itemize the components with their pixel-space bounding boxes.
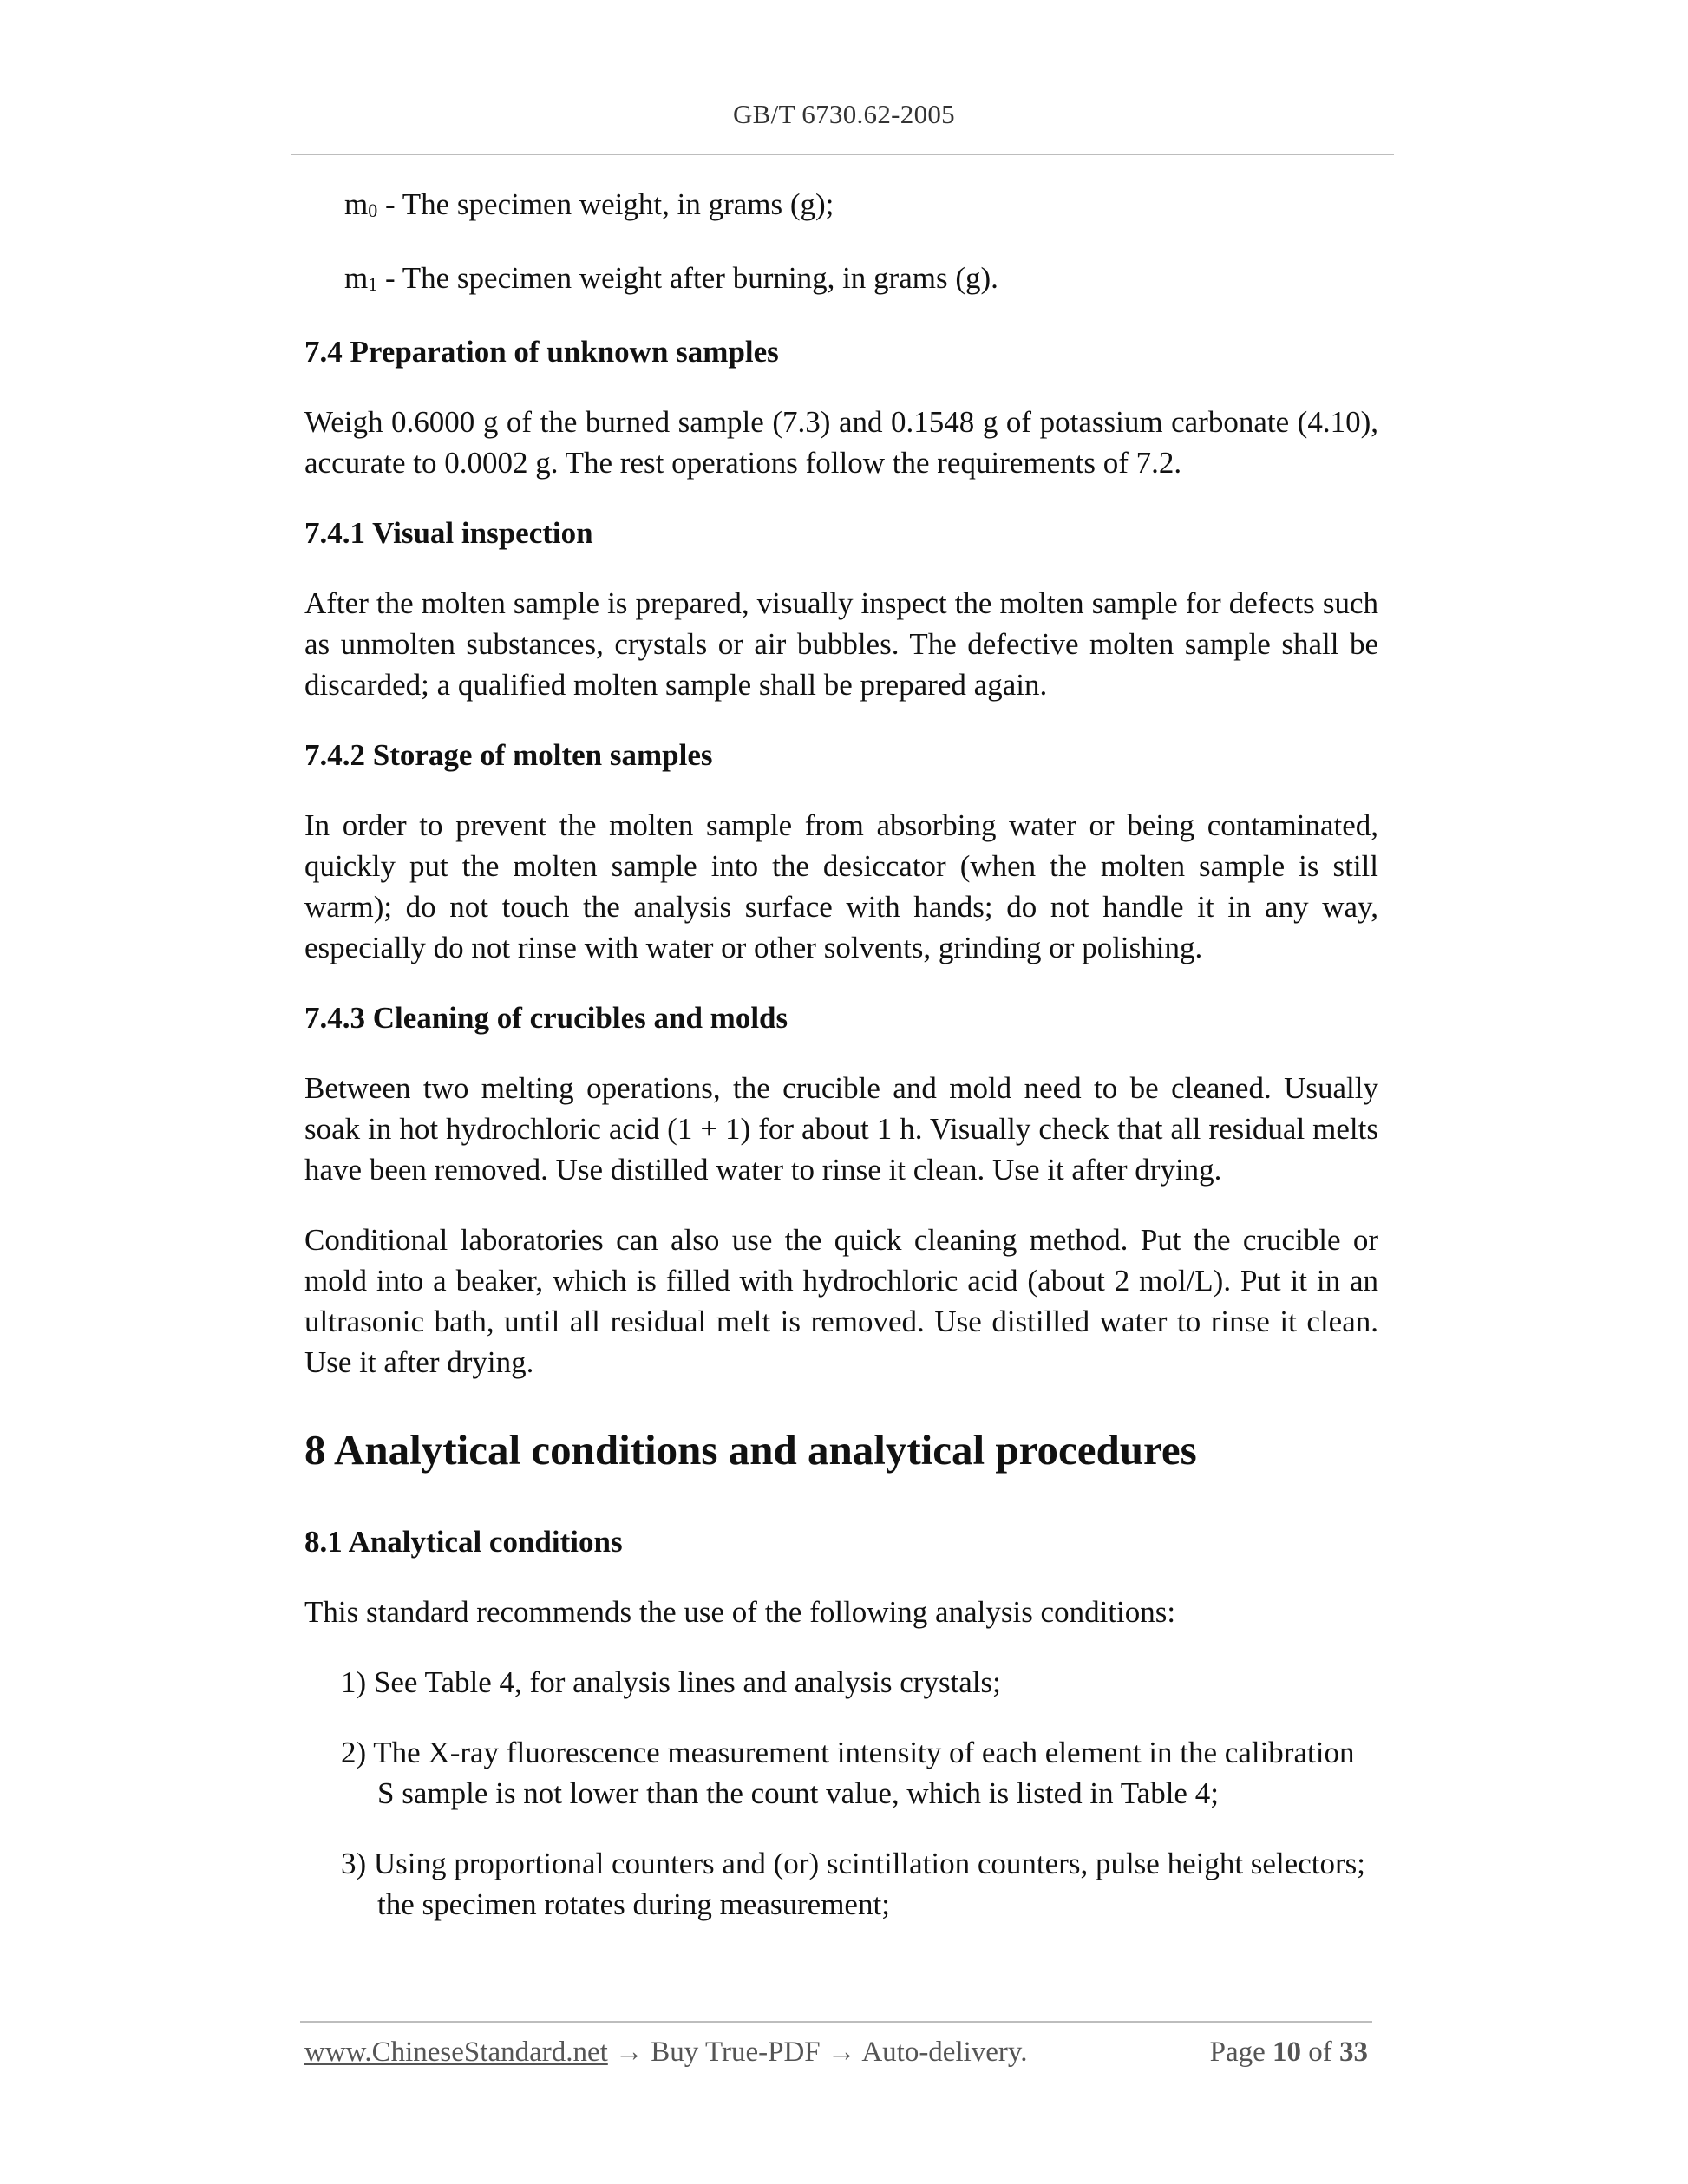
list-item-1 [304,1662,1378,1703]
heading-8: 8 Analytical conditions and analytical procedures [304,1426,1197,1474]
heading-7-4-2: 7.4.2 Storage of molten samples [304,738,713,772]
paragraph-7-4-1: After the molten sample is prepared, visually inspect the molten sample for defects such as unmolten substances, crystals or air bubbles. The defective molten sample shall be discarded; a qualified molten sample shall be prepared again. [304,586,1378,702]
paragraph-7-4-3-b: Conditional laboratories can also use the quick cleaning method. Put the crucible or mold into a beaker, which is filled with hydrochloric acid (about 2 mol/L). Put it in an ultrasonic bath, until all residual melt is removed. Use distilled water to rinse it clean. Use it after drying. [304,1223,1378,1379]
arrow-icon: → [827,2037,856,2068]
footer-promo [304,2037,1028,2069]
page-indicator [1210,2037,1368,2069]
paragraph-7-4-3-a: Between two melting operations, the crucible and mold need to be cleaned. Usually soak in hot hydrochloric acid (1 + 1) for about 1 h. Visually check that all residual melts have been removed. Use distilled water to rinse it clean. Use it after drying. [304,1071,1378,1187]
of-label: of [1308,2037,1332,2068]
definition-text: - The specimen weight, in grams (g); [377,187,834,221]
list-item-text: 3) Using proportional counters and (or) scintillation counters, pulse height selectors; [341,1847,1365,1880]
paragraph-8-1: This standard recommends the use of the following analysis conditions: [304,1595,1176,1629]
heading-7-4-1: 7.4.1 Visual inspection [304,516,593,550]
page-content [304,184,1378,1954]
buy-text: Buy True-PDF [651,2037,821,2068]
paragraph-7-4: Weigh 0.6000 g of the burned sample (7.3) and 0.1548 g of potassium carbonate (4.10), accurate to 0.0002 g. The rest operations follow the requirements of 7.2. [304,405,1378,480]
definition-text: - The specimen weight after burning, in grams (g). [377,261,998,295]
definition-subscript: 0 [368,199,378,221]
page-total: 33 [1339,2037,1368,2068]
definition-symbol: m [344,187,369,221]
list-item-3 [304,1843,1378,1925]
heading-7-4-3: 7.4.3 Cleaning of crucibles and molds [304,1001,788,1035]
definition-symbol: m [344,261,369,295]
heading-8-1: 8.1 Analytical conditions [304,1525,623,1559]
page-number: 10 [1273,2037,1301,2068]
definition-m0 [304,184,1378,228]
definition-subscript: 1 [368,273,378,295]
page-label: Page [1209,2037,1266,2068]
paragraph-7-4-2: In order to prevent the molten sample from absorbing water or being contaminated, quickly put the molten sample into the desiccator (when the molten sample is still warm); do not touch the analysis surface with hands; do not handle it in any way, especially do not rinse with water or other solvents, grinding or polishing. [304,808,1378,964]
header-divider [291,154,1394,155]
website-link[interactable]: www.ChineseStandard.net [304,2037,608,2068]
definition-m1 [304,258,1378,302]
heading-7-4: 7.4 Preparation of unknown samples [304,335,779,369]
list-item-text: 1) See Table 4, for analysis lines and analysis crystals; [341,1665,1001,1699]
footer-divider [300,2021,1372,2023]
page-header: GB/T 6730.62-2005 [733,99,955,129]
page-footer [304,2037,1378,2075]
arrow-icon: → [615,2037,644,2068]
list-item-text: 2) The X-ray fluorescence measurement intensity of each element in the calibration [341,1736,1355,1769]
list-item-continuation: S sample is not lower than the count value, which is listed in Table 4; [377,1776,1219,1810]
delivery-text: Auto-delivery. [861,2037,1028,2068]
list-item-continuation: the specimen rotates during measurement; [377,1887,890,1921]
list-item-2 [304,1732,1378,1814]
